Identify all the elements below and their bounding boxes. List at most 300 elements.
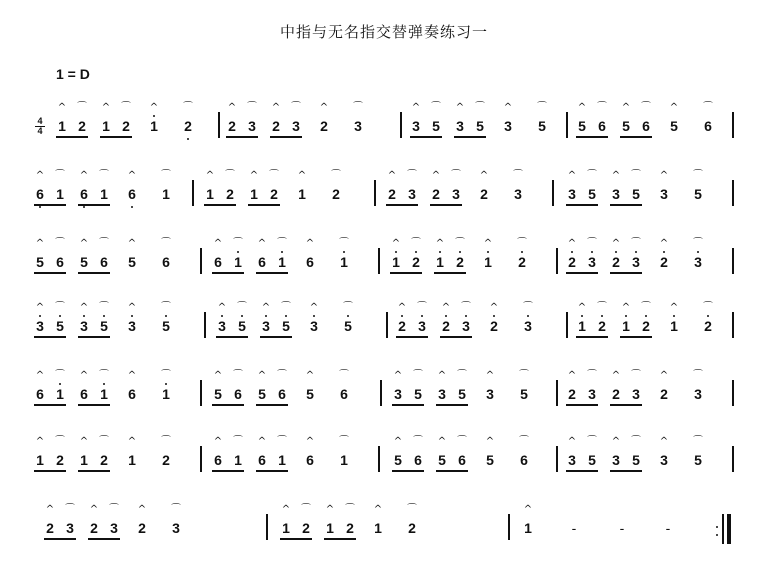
pluck-mark-icon: ^ xyxy=(659,436,669,447)
note-number: 5 xyxy=(344,318,352,334)
arc-mark-icon: ⌒ xyxy=(693,238,703,249)
eighth-note-underline xyxy=(620,336,652,338)
note-number: 1 xyxy=(128,452,136,468)
note xyxy=(430,170,442,202)
note xyxy=(596,102,608,134)
note xyxy=(270,102,282,134)
arc-mark-icon: ⌒ xyxy=(233,436,243,447)
barline xyxy=(732,180,734,206)
eighth-note-underline xyxy=(226,136,258,138)
eighth-note-underline xyxy=(78,404,110,406)
pluck-mark-icon: ^ xyxy=(35,436,45,447)
octave-up-dot-icon xyxy=(591,251,593,253)
page-title: 中指与无名指交替弹奏练习一 xyxy=(279,23,488,41)
note-number: 6 xyxy=(642,118,650,134)
eighth-note-underline xyxy=(440,336,472,338)
note-number: 3 xyxy=(462,318,470,334)
note xyxy=(392,436,404,468)
eighth-note-underline xyxy=(78,204,110,206)
note xyxy=(692,436,704,468)
arc-mark-icon: ⌒ xyxy=(161,370,171,381)
note-number: 5 xyxy=(622,118,630,134)
eighth-note-underline xyxy=(610,470,642,472)
note-number: 1 xyxy=(56,386,64,402)
pluck-mark-icon: ^ xyxy=(281,504,291,515)
note-number: 6 xyxy=(80,186,88,202)
pluck-mark-icon: ^ xyxy=(319,102,329,113)
pluck-mark-icon: ^ xyxy=(567,370,577,381)
eighth-note-underline xyxy=(566,404,598,406)
note xyxy=(76,102,88,134)
octave-up-dot-icon xyxy=(395,251,397,253)
note xyxy=(290,102,302,134)
eighth-note-underline xyxy=(34,204,66,206)
note xyxy=(454,102,466,134)
eighth-note-underline xyxy=(566,470,598,472)
eighth-note-underline xyxy=(88,538,120,540)
eighth-note-underline xyxy=(204,204,236,206)
note-number: 2 xyxy=(660,254,668,270)
note xyxy=(232,238,244,270)
arc-mark-icon: ⌒ xyxy=(55,238,65,249)
note-number: 3 xyxy=(128,318,136,334)
octave-up-dot-icon xyxy=(103,383,105,385)
octave-down-dot-icon xyxy=(83,206,85,208)
pluck-mark-icon: ^ xyxy=(305,238,315,249)
barline xyxy=(566,312,568,338)
eighth-note-underline xyxy=(212,470,244,472)
note xyxy=(224,170,236,202)
pluck-mark-icon: ^ xyxy=(567,238,577,249)
note xyxy=(160,370,172,402)
octave-up-dot-icon xyxy=(645,315,647,317)
note xyxy=(276,436,288,468)
octave-down-dot-icon xyxy=(131,206,133,208)
note-number: 5 xyxy=(578,118,586,134)
note xyxy=(226,102,238,134)
arc-mark-icon: ⌒ xyxy=(631,170,641,181)
note-number: 3 xyxy=(504,118,512,134)
arc-mark-icon: ⌒ xyxy=(517,238,527,249)
pluck-mark-icon: ^ xyxy=(127,170,137,181)
note-number: 2 xyxy=(598,318,606,334)
octave-up-dot-icon xyxy=(131,315,133,317)
note-number: 5 xyxy=(80,254,88,270)
note-number: 2 xyxy=(272,118,280,134)
pluck-mark-icon: ^ xyxy=(309,302,319,313)
note xyxy=(586,170,598,202)
arc-mark-icon: ⌒ xyxy=(519,436,529,447)
note-number: 3 xyxy=(694,386,702,402)
note-number: 1 xyxy=(670,318,678,334)
arc-mark-icon: ⌒ xyxy=(183,102,193,113)
note xyxy=(620,302,632,334)
eighth-note-underline xyxy=(248,204,280,206)
note xyxy=(98,170,110,202)
arc-mark-icon: ⌒ xyxy=(641,102,651,113)
pluck-mark-icon: ^ xyxy=(213,238,223,249)
note xyxy=(586,370,598,402)
arc-mark-icon: ⌒ xyxy=(161,302,171,313)
note xyxy=(98,370,110,402)
pluck-mark-icon: ^ xyxy=(485,370,495,381)
eighth-note-underline xyxy=(566,272,598,274)
note xyxy=(276,238,288,270)
note xyxy=(482,238,494,270)
note xyxy=(460,302,472,334)
note xyxy=(256,370,268,402)
note xyxy=(280,504,292,536)
note-number: - xyxy=(665,520,671,536)
note-number: 6 xyxy=(56,254,64,270)
octave-up-dot-icon xyxy=(265,315,267,317)
octave-up-dot-icon xyxy=(581,315,583,317)
eighth-note-underline xyxy=(256,470,288,472)
barline xyxy=(732,312,734,338)
note xyxy=(522,302,534,334)
note-number: 6 xyxy=(520,452,528,468)
final-barline-thin xyxy=(722,514,724,544)
arc-mark-icon: ⌒ xyxy=(99,370,109,381)
arc-mark-icon: ⌒ xyxy=(237,302,247,313)
note xyxy=(98,302,110,334)
arc-mark-icon: ⌒ xyxy=(703,102,713,113)
pluck-mark-icon: ^ xyxy=(503,102,513,113)
pluck-mark-icon: ^ xyxy=(523,504,533,515)
note-number: 3 xyxy=(452,186,460,202)
note-number: 2 xyxy=(432,186,440,202)
barline xyxy=(374,180,376,206)
arc-mark-icon: ⌒ xyxy=(407,504,417,515)
note-number: 5 xyxy=(306,386,314,402)
pluck-mark-icon: ^ xyxy=(137,504,147,515)
octave-up-dot-icon xyxy=(241,315,243,317)
barline xyxy=(556,248,558,274)
note-number: 1 xyxy=(56,186,64,202)
note xyxy=(212,238,224,270)
arc-mark-icon: ⌒ xyxy=(225,170,235,181)
octave-up-dot-icon xyxy=(153,115,155,117)
octave-up-dot-icon xyxy=(415,251,417,253)
extension-dash xyxy=(662,512,674,536)
arc-mark-icon: ⌒ xyxy=(411,238,421,249)
octave-up-dot-icon xyxy=(281,251,283,253)
arc-mark-icon: ⌒ xyxy=(55,170,65,181)
pluck-mark-icon: ^ xyxy=(45,504,55,515)
note xyxy=(566,170,578,202)
barline xyxy=(204,312,206,338)
note xyxy=(630,170,642,202)
note-number: 2 xyxy=(138,520,146,536)
note-number: 6 xyxy=(100,254,108,270)
arc-mark-icon: ⌒ xyxy=(99,238,109,249)
note-number: 3 xyxy=(354,118,362,134)
score-row xyxy=(0,238,768,296)
note xyxy=(406,504,418,536)
eighth-note-underline xyxy=(392,470,424,472)
octave-up-dot-icon xyxy=(673,315,675,317)
note xyxy=(692,238,704,270)
note xyxy=(610,170,622,202)
arc-mark-icon: ⌒ xyxy=(461,302,471,313)
note xyxy=(304,436,316,468)
note xyxy=(484,370,496,402)
pluck-mark-icon: ^ xyxy=(305,370,315,381)
note xyxy=(148,102,160,134)
note-number: 5 xyxy=(458,386,466,402)
note xyxy=(78,302,90,334)
note xyxy=(586,436,598,468)
arc-mark-icon: ⌒ xyxy=(693,370,703,381)
note-number: 5 xyxy=(432,118,440,134)
note-number: 3 xyxy=(486,386,494,402)
note xyxy=(34,302,46,334)
note-number: 5 xyxy=(282,318,290,334)
note-number: 1 xyxy=(278,452,286,468)
note-number: 3 xyxy=(568,452,576,468)
note xyxy=(98,238,110,270)
note xyxy=(126,370,138,402)
arc-mark-icon: ⌒ xyxy=(631,436,641,447)
arc-mark-icon: ⌒ xyxy=(587,436,597,447)
note-number: 1 xyxy=(58,118,66,134)
eighth-note-underline xyxy=(386,204,418,206)
note-number: 3 xyxy=(310,318,318,334)
pluck-mark-icon: ^ xyxy=(669,302,679,313)
note xyxy=(576,102,588,134)
note xyxy=(692,170,704,202)
pluck-mark-icon: ^ xyxy=(437,370,447,381)
note-number: 6 xyxy=(414,452,422,468)
note xyxy=(296,170,308,202)
pluck-mark-icon: ^ xyxy=(411,102,421,113)
barline xyxy=(200,446,202,472)
arc-mark-icon: ⌒ xyxy=(413,436,423,447)
note-number: 1 xyxy=(102,118,110,134)
arc-mark-icon: ⌒ xyxy=(233,238,243,249)
pluck-mark-icon: ^ xyxy=(79,370,89,381)
pluck-mark-icon: ^ xyxy=(485,436,495,447)
note-number: 2 xyxy=(568,386,576,402)
note-number: 2 xyxy=(612,386,620,402)
arc-mark-icon: ⌒ xyxy=(55,436,65,447)
note xyxy=(88,504,100,536)
arc-mark-icon: ⌒ xyxy=(339,436,349,447)
note xyxy=(212,436,224,468)
note-number: 5 xyxy=(632,452,640,468)
note xyxy=(54,370,66,402)
arc-mark-icon: ⌒ xyxy=(99,302,109,313)
note-number: 3 xyxy=(612,186,620,202)
arc-mark-icon: ⌒ xyxy=(77,102,87,113)
note xyxy=(108,504,120,536)
note xyxy=(450,170,462,202)
note-number: 2 xyxy=(228,118,236,134)
note xyxy=(44,504,56,536)
pluck-mark-icon: ^ xyxy=(127,436,137,447)
note xyxy=(702,302,714,334)
note xyxy=(436,370,448,402)
note-number: 2 xyxy=(490,318,498,334)
note-number: 3 xyxy=(660,452,668,468)
note xyxy=(232,436,244,468)
note-number: 3 xyxy=(394,386,402,402)
octave-up-dot-icon xyxy=(697,251,699,253)
eighth-note-underline xyxy=(434,272,466,274)
pluck-mark-icon: ^ xyxy=(217,302,227,313)
note-number: - xyxy=(571,520,577,536)
note-number: 2 xyxy=(184,118,192,134)
note-number: 1 xyxy=(36,452,44,468)
note xyxy=(280,302,292,334)
note xyxy=(100,102,112,134)
octave-up-dot-icon xyxy=(401,315,403,317)
note-number: 6 xyxy=(306,254,314,270)
octave-up-dot-icon xyxy=(445,315,447,317)
note-number: 6 xyxy=(214,452,222,468)
note xyxy=(126,302,138,334)
eighth-note-underline xyxy=(78,470,110,472)
arc-mark-icon: ⌒ xyxy=(55,302,65,313)
arc-mark-icon: ⌒ xyxy=(301,504,311,515)
note xyxy=(64,504,76,536)
note xyxy=(516,238,528,270)
note xyxy=(410,102,422,134)
arc-mark-icon: ⌒ xyxy=(519,370,529,381)
octave-up-dot-icon xyxy=(493,315,495,317)
note-number: 1 xyxy=(278,254,286,270)
note xyxy=(512,170,524,202)
octave-up-dot-icon xyxy=(347,315,349,317)
repeat-dot-icon xyxy=(716,526,718,528)
note-number: 2 xyxy=(442,318,450,334)
note-number: 5 xyxy=(632,186,640,202)
barline xyxy=(378,446,380,472)
octave-up-dot-icon xyxy=(83,315,85,317)
octave-up-dot-icon xyxy=(459,251,461,253)
note xyxy=(436,436,448,468)
eighth-note-underline xyxy=(610,272,642,274)
note-number: 5 xyxy=(238,318,246,334)
arc-mark-icon: ⌒ xyxy=(587,238,597,249)
eighth-note-underline xyxy=(620,136,652,138)
pluck-mark-icon: ^ xyxy=(249,170,259,181)
note xyxy=(396,302,408,334)
pluck-mark-icon: ^ xyxy=(435,238,445,249)
arc-mark-icon: ⌒ xyxy=(587,370,597,381)
note-number: 3 xyxy=(408,186,416,202)
eighth-note-underline xyxy=(390,272,422,274)
barline xyxy=(400,112,402,138)
barline xyxy=(732,380,734,406)
eighth-note-underline xyxy=(324,538,356,540)
pluck-mark-icon: ^ xyxy=(205,170,215,181)
pluck-mark-icon: ^ xyxy=(57,102,67,113)
note-number: 2 xyxy=(332,186,340,202)
pluck-mark-icon: ^ xyxy=(261,302,271,313)
note xyxy=(256,238,268,270)
note xyxy=(160,238,172,270)
note xyxy=(668,102,680,134)
note-number: 2 xyxy=(78,118,86,134)
score-row xyxy=(0,504,768,562)
arc-mark-icon: ⌒ xyxy=(587,170,597,181)
octave-down-dot-icon xyxy=(39,206,41,208)
note xyxy=(160,170,172,202)
pluck-mark-icon: ^ xyxy=(35,238,45,249)
pluck-mark-icon: ^ xyxy=(387,170,397,181)
note-number: 3 xyxy=(514,186,522,202)
eighth-note-underline xyxy=(78,336,110,338)
note xyxy=(440,302,452,334)
note-number: 2 xyxy=(518,254,526,270)
note-number: 3 xyxy=(660,186,668,202)
note xyxy=(248,170,260,202)
pluck-mark-icon: ^ xyxy=(79,170,89,181)
pluck-mark-icon: ^ xyxy=(659,238,669,249)
octave-up-dot-icon xyxy=(59,315,61,317)
arc-mark-icon: ⌒ xyxy=(513,170,523,181)
pluck-mark-icon: ^ xyxy=(257,436,267,447)
note xyxy=(56,102,68,134)
barline xyxy=(386,312,388,338)
note-number: 5 xyxy=(394,452,402,468)
note-number: 5 xyxy=(486,452,494,468)
note-number: 5 xyxy=(258,386,266,402)
note xyxy=(342,302,354,334)
arc-mark-icon: ⌒ xyxy=(99,436,109,447)
note xyxy=(456,436,468,468)
arc-mark-icon: ⌒ xyxy=(353,102,363,113)
eighth-note-underline xyxy=(216,336,248,338)
note xyxy=(434,238,446,270)
note xyxy=(630,370,642,402)
note-number: 1 xyxy=(392,254,400,270)
note-number: 5 xyxy=(438,452,446,468)
note xyxy=(390,238,402,270)
note-number: 1 xyxy=(340,254,348,270)
note xyxy=(536,102,548,134)
arc-mark-icon: ⌒ xyxy=(161,436,171,447)
note xyxy=(566,238,578,270)
note-number: 5 xyxy=(538,118,546,134)
time-signature-top: 4 xyxy=(35,117,45,127)
note-number: 6 xyxy=(128,386,136,402)
note-number: 1 xyxy=(436,254,444,270)
note-number: 1 xyxy=(484,254,492,270)
eighth-note-underline xyxy=(436,470,468,472)
note-number: 1 xyxy=(150,118,158,134)
note xyxy=(98,436,110,468)
note xyxy=(518,436,530,468)
note-number: 3 xyxy=(588,254,596,270)
note xyxy=(126,238,138,270)
note-number: 5 xyxy=(520,386,528,402)
note-number: 3 xyxy=(418,318,426,334)
eighth-note-underline xyxy=(610,404,642,406)
pluck-mark-icon: ^ xyxy=(89,504,99,515)
eighth-note-underline xyxy=(34,470,66,472)
note-number: 5 xyxy=(414,386,422,402)
note-number: 1 xyxy=(282,520,290,536)
note xyxy=(318,102,330,134)
note xyxy=(502,102,514,134)
arc-mark-icon: ⌒ xyxy=(457,370,467,381)
note-number: 2 xyxy=(612,254,620,270)
eighth-note-underline xyxy=(212,272,244,274)
note-number: 3 xyxy=(588,386,596,402)
pluck-mark-icon: ^ xyxy=(483,238,493,249)
